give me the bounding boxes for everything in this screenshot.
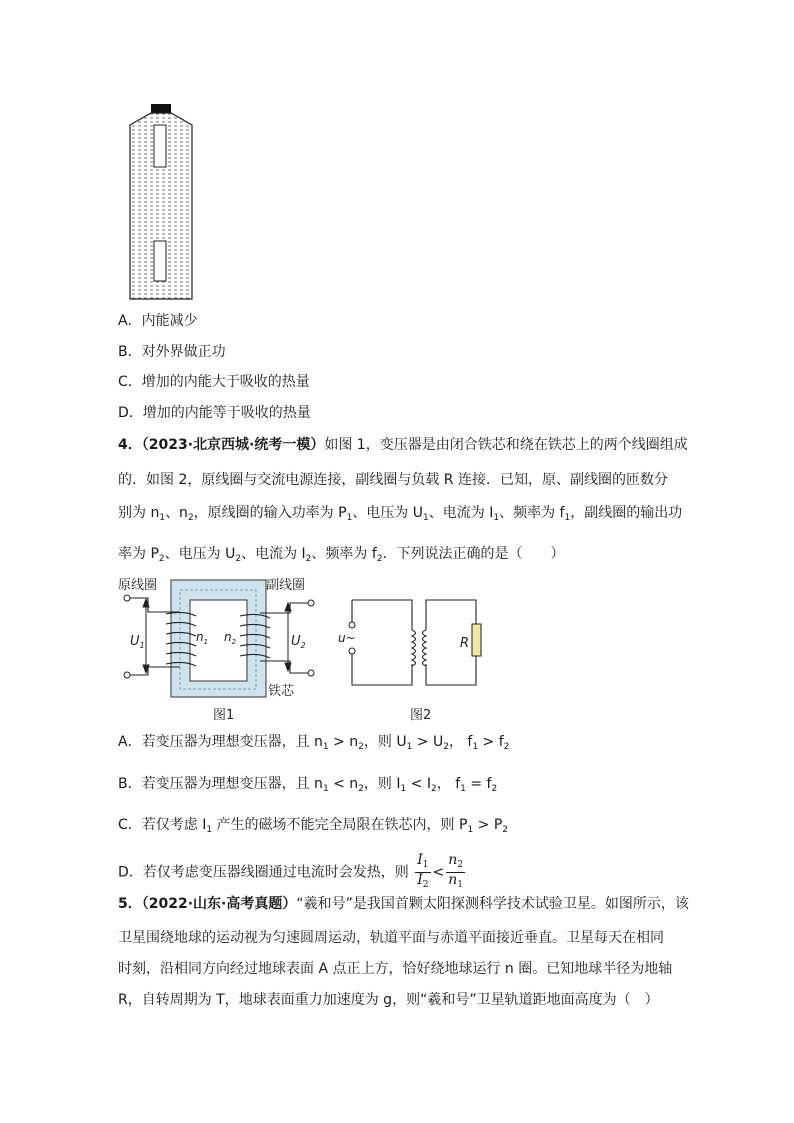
container-figure (120, 100, 210, 305)
q3-option-b[interactable]: B．对外界做正功 (118, 344, 226, 360)
q4-option-b[interactable]: B．若变压器为理想变压器，且 $n_1 < n_2$，则 $I_1 < I_2$， $f_1 = f_2$ (118, 776, 498, 794)
fraction-i1-over-i2: $\frac{I_1}{I_2}$ (417, 852, 429, 890)
q5-stem-line4: R，自转周期为 T，地球表面重力加速度为 g，则“羲和号”卫星轨道距地面高度为（ ） (118, 992, 659, 1008)
label-load-r: R (460, 636, 470, 651)
q5-stem-line3: 时刻，沿相同方向经过地球表面 A 点正上方，恰好绕地球运行 n 圈。已知地球半径为地轴 (118, 961, 673, 977)
q5-stem-line1: 5．（2022·山东·高考真题）“羲和号”是我国首颗太阳探测科学技术试验卫星。如图所示，该 (118, 896, 689, 912)
label-u2: $U_2$ (291, 634, 306, 650)
q3-option-a[interactable]: A．内能减少 (118, 313, 198, 329)
circuit-figure-2 (338, 592, 488, 725)
transformer-figure-1 (118, 575, 330, 725)
q3-option-d[interactable]: D．增加的内能等于吸收的热量 (118, 405, 311, 421)
fraction-n2-over-n1: $\frac{n_2}{n_1}$ (448, 852, 463, 890)
q3-option-c[interactable]: C．增加的内能大于吸收的热量 (118, 374, 310, 390)
q4-option-d[interactable]: D．若仅考虑变压器线圈通过电流时会发热，则 $\frac{I_1}{I_2}$ < $\frac{n_2}{n_1}$ (118, 852, 463, 890)
q4-stem-line4: 率为 $P_2$、电压为 $U_2$、电流为 $I_2$、频率为 $f_2$．下列说法正确的是（ ） (118, 546, 565, 564)
load-resistor (472, 624, 481, 656)
q4-option-c[interactable]: C．若仅考虑 $I_1$ 产生的磁场不能完全局限在铁芯内，则 $P_1 > P_2$ (118, 817, 508, 835)
figure-2-caption: 图2 (410, 708, 432, 723)
label-secondary-coil: 副线圈 (266, 578, 306, 593)
label-u1: $U_1$ (130, 634, 145, 650)
q4-stem-line1: 4．（2023·北京西城·统考一模）如图 1，变压器是由闭合铁芯和绕在铁芯上的两个线圈组成 (118, 437, 688, 453)
air-bubble-lower (154, 241, 166, 281)
label-ac-source: u~ (338, 631, 356, 645)
container-lid (151, 104, 171, 113)
q4-stem-line2: 的．如图 2，原线圈与交流电源连接，副线圈与负载 R 连接．已知，原、副线圈的匝数分 (118, 472, 668, 488)
q5-stem-line2: 卫星围绕地球的运动视为匀速圆周运动，轨道平面与赤道平面接近垂直。卫星每天在相同 (118, 930, 664, 946)
air-bubble-upper (154, 125, 166, 167)
label-n1: $n_1$ (196, 630, 209, 646)
label-n2: $n_2$ (224, 630, 237, 646)
q4-option-a[interactable]: A．若变压器为理想变压器，且 $n_1 > n_2$，则 $U_1 > U_2$， $f_1 > f_2$ (118, 734, 510, 752)
label-iron-core: 铁芯 (268, 684, 295, 699)
q4-stem-line3: 别为 $n_1$、$n_2$，原线圈的输入功率为 $P_1$、电压为 $U_1$、电流为 $I_1$、频率为 $f_1$，副线圈的输出功 (118, 505, 683, 523)
label-primary-coil: 原线圈 (118, 578, 158, 593)
figure-1-caption: 图1 (213, 708, 235, 723)
